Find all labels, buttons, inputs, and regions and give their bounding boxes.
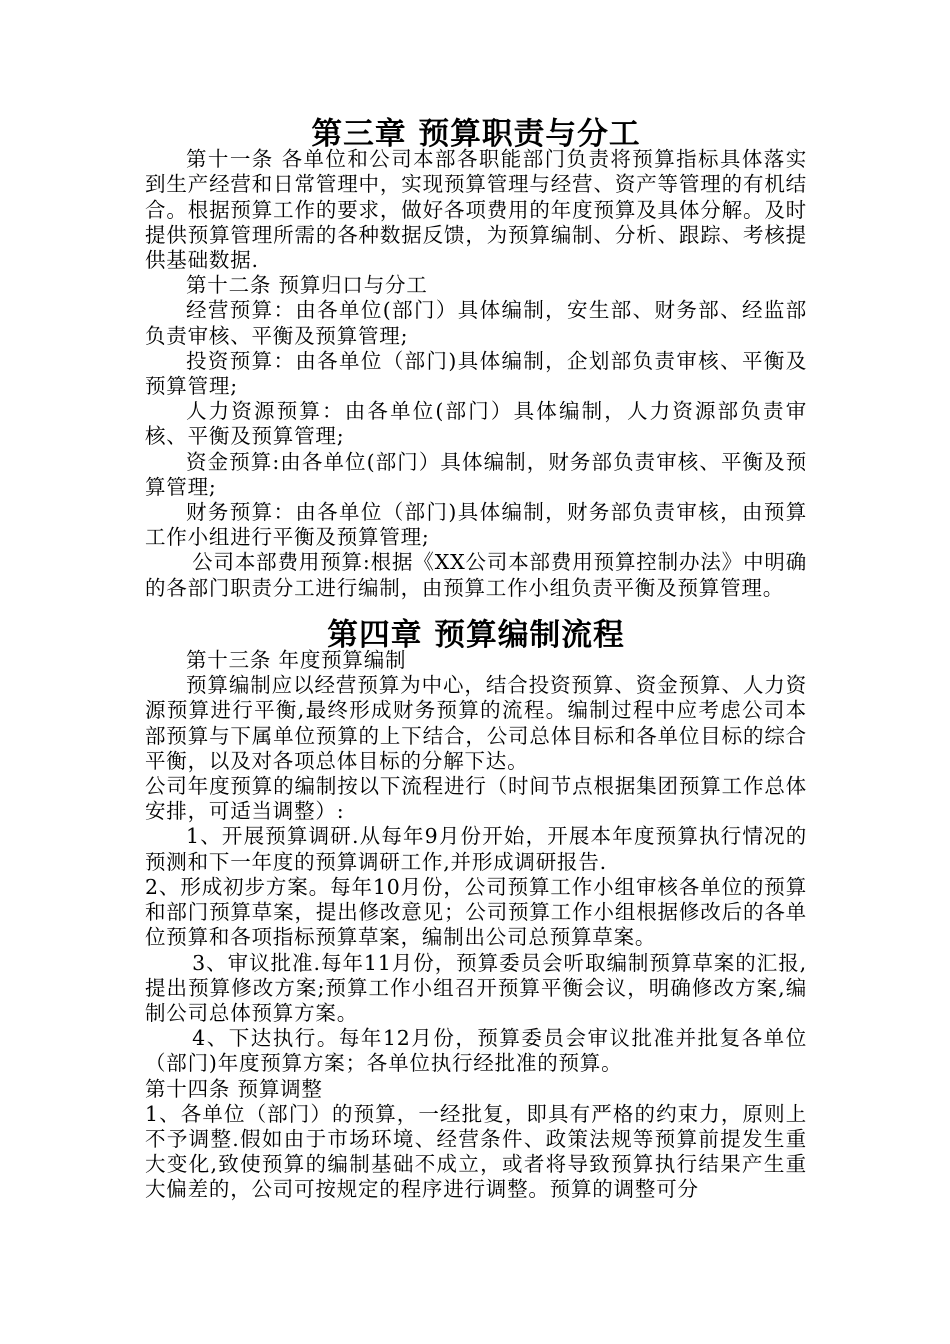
financial-budget-paragraph: 财务预算：由各单位（部门)具体编制，财务部负责审核，由预算工作小组进行平衡及预算管理; — [145, 500, 807, 550]
investment-budget-paragraph: 投资预算：由各单位（部门)具体编制，企划部负责审核、平衡及预算管理; — [145, 348, 807, 399]
article-14-heading: 第十四条 预算调整 — [145, 1076, 323, 1101]
fund-budget-paragraph: 资金预算:由各单位(部门）具体编制，财务部负责审核、平衡及预算管理; — [145, 449, 807, 499]
chapter-4-title: 第四章 预算编制流程 — [327, 616, 625, 653]
article-12-heading: 第十二条 预算归口与分工 — [186, 273, 428, 298]
step-4-paragraph: 4、下达执行。每年12月份，预算委员会审议批准并批复各单位（部门)年度预算方案；各单位执行经批准的预算。 — [145, 1026, 807, 1076]
step-2-paragraph: 2、形成初步方案。每年10月份，公司预算工作小组审核各单位的预算和部门预算草案，提出修改意见；公司预算工作小组根据修改后的各单位预算和各项指标预算草案，编制出公司总预算草案。 — [145, 874, 807, 950]
operating-budget-paragraph: 经营预算：由各单位(部门）具体编制，安生部、财务部、经监部负责审核、平衡及预算管理; — [145, 298, 807, 348]
step-3-paragraph: 3、审议批准.每年11月份，预算委员会听取编制预算草案的汇报,提出预算修改方案;预算工作小组召开预算平衡会议，明确修改方案,编制公司总体预算方案。 — [145, 950, 807, 1025]
chapter-3-title: 第三章 预算职责与分工 — [311, 116, 641, 152]
step-1-paragraph: 1、开展预算调研.从每年9月份开始，开展本年度预算执行情况的预测和下一年度的预算调研工作,并形成调研报告. — [145, 824, 807, 874]
process-intro-paragraph: 公司年度预算的编制按以下流程进行（时间节点根据集团预算工作总体安排，可适当调整）: — [145, 774, 807, 824]
hq-expense-budget-paragraph: 公司本部费用预算:根据《XX公司本部费用预算控制办法》中明确的各部门职责分工进行编制，由预算工作小组负责平衡及预算管理。 — [145, 550, 807, 600]
budget-compilation-paragraph: 预算编制应以经营预算为中心，结合投资预算、资金预算、人力资源预算进行平衡,最终形成财务预算的流程。编制过程中应考虑公司本部预算与下属单位预算的上下结合，公司总体目标和各单位目标的综合平衡，以及对各项总体目标的分解下达。 — [145, 673, 807, 773]
budget-adjustment-paragraph: 1、各单位（部门）的预算，一经批复，即具有严格的约束力，原则上不予调整.假如由于市场环境、经营条件、政策法规等预算前提发生重大变化,致使预算的编制基础不成立，或者将导致预算执行结果产生重大偏差的，公司可按规定的程序进行调整。预算的调整可分 — [145, 1101, 807, 1202]
hr-budget-paragraph: 人力资源预算：由各单位(部门）具体编制，人力资源部负责审核、平衡及预算管理; — [145, 399, 807, 449]
article-11-paragraph: 第十一条 各单位和公司本部各职能部门负责将预算指标具体落实到生产经营和日常管理中，实现预算管理与经营、资产等管理的有机结合。根据预算工作的要求，做好各项费用的年度预算及具体分解。及时提供预算管理所需的各种数据反馈，为预算编制、分析、跟踪、考核提供基础数据. — [145, 147, 807, 273]
article-13-heading: 第十三条 年度预算编制 — [186, 648, 407, 673]
document-page — [145, 118, 807, 1203]
